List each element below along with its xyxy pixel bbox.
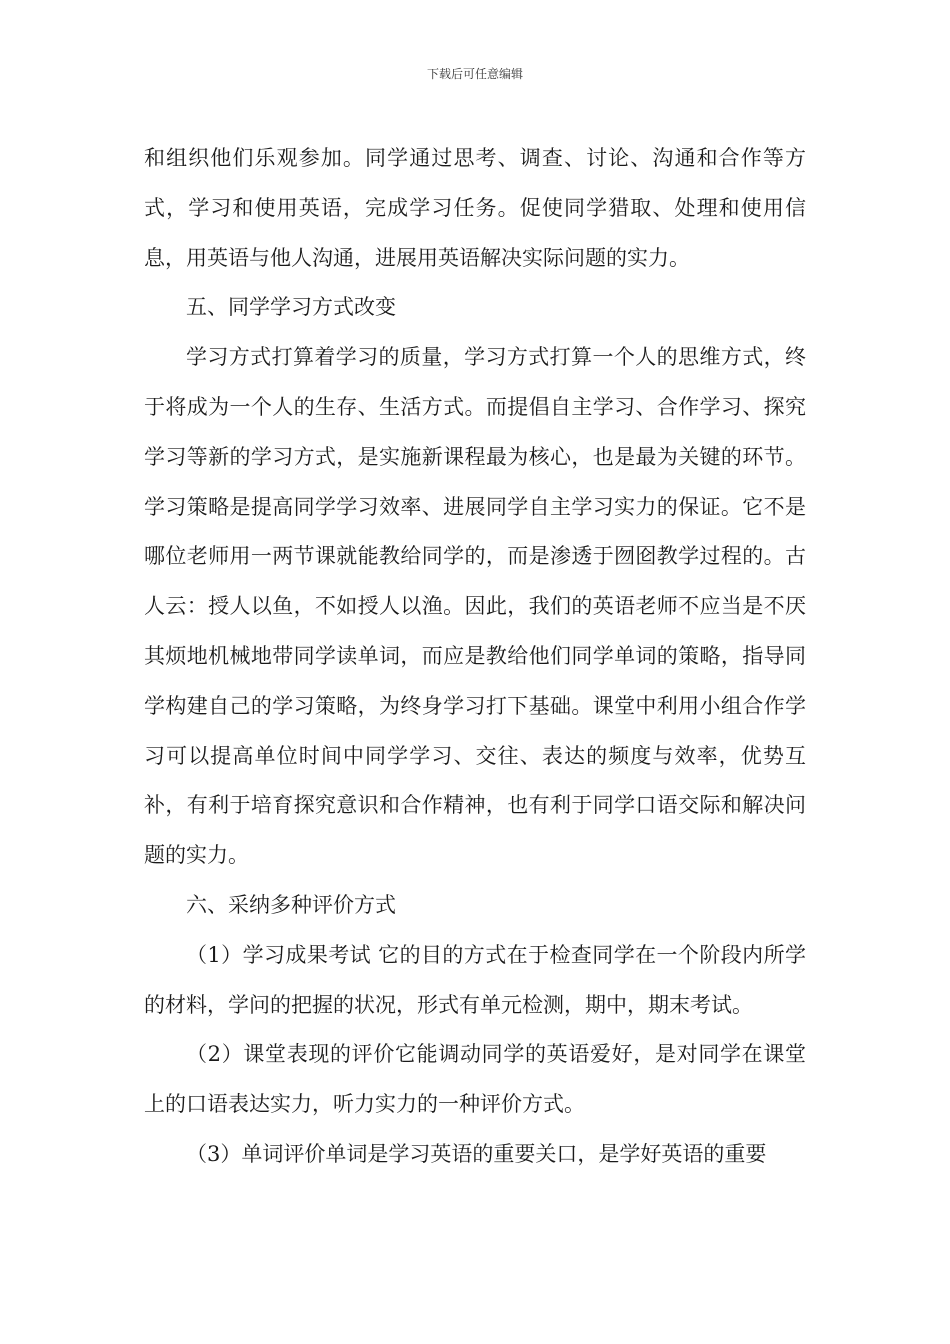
paragraph-evaluation-2: （2）课堂表现的评价它能调动同学的英语爱好，是对同学在课堂上的口语表达实力，听力实力的一种评价方式。 (144, 1042, 806, 1117)
section-heading-5: 五、同学学习方式改变 (186, 295, 396, 320)
paragraph-evaluation-1: （1）学习成果考试 它的目的方式在于检查同学在一个阶段内所学的材料，学问的把握的状况，形式有单元检测，期中，期末考试。 (144, 942, 806, 1017)
section-heading-6: 六、采纳多种评价方式 (186, 892, 396, 917)
paragraph-learning-methods: 学习方式打算着学习的质量，学习方式打算一个人的思维方式，终于将成为一个人的生存、生活方式。而提倡自主学习、合作学习、探究学习等新的学习方式，是实施新课程最为核心，也是最为关键的环节。学习策略是提高同学学习效率、进展同学自主学习实力的保证。它不是哪位老师用一两节课就能教给同学的，而是渗透于囫囵教学过程的。古人云：授人以鱼，不如授人以渔。因此，我们的英语老师不应当是不厌其烦地机械地带同学读单词，而应是教给他们同学单词的策略，指导同学构建自己的学习策略，为终身学习打下基础。课堂中利用小组合作学习可以提高单位时间中同学学习、交往、表达的频度与效率，优势互补，有利于培育探究意识和合作精神，也有利于同学口语交际和解决问题的实力。 (144, 345, 806, 868)
paragraph-continuation: 和组织他们乐观参加。同学通过思考、调查、讨论、沟通和合作等方式，学习和使用英语，完成学习任务。促使同学猎取、处理和使用信息，用英语与他人沟通，进展用英语解决实际问题的实力。 (144, 146, 806, 270)
paragraph-evaluation-3: （3）单词评价单词是学习英语的重要关口，是学好英语的重要 (186, 1141, 767, 1166)
document-body (144, 134, 806, 1180)
page-header-note: 下载后可任意编辑 (426, 67, 523, 81)
